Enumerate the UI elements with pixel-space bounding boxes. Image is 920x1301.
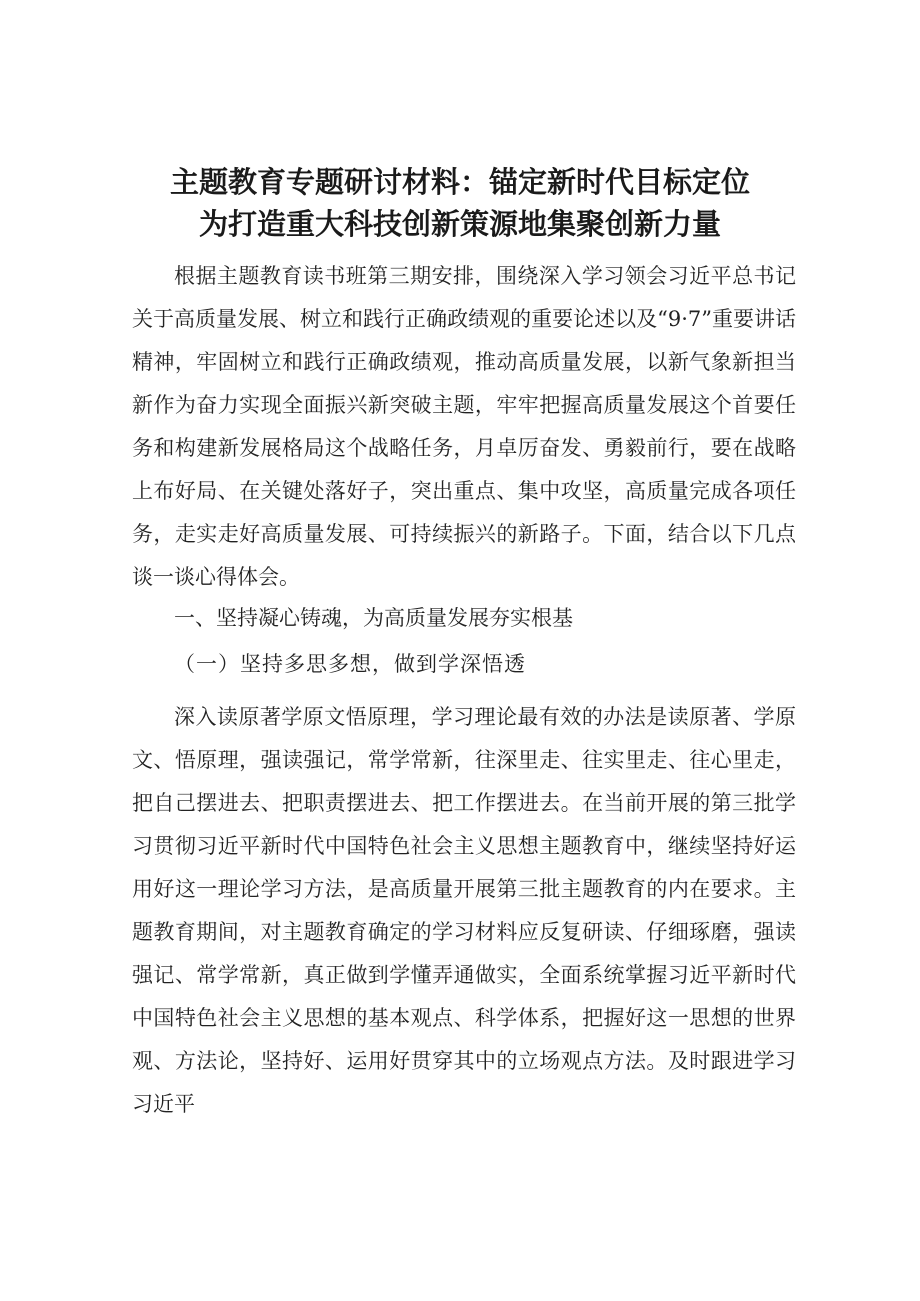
document-title-line-1: 主题教育专题研讨材料：锚定新时代目标定位: [169, 165, 750, 199]
document-title-line-2: 为打造重大科技创新策源地集聚创新力量: [198, 207, 721, 241]
intro-paragraph: 根据主题教育读书班第三期安排，围绕深入学习领会习近平总书记关于高质量发展、树立和践行正确政绩观的重要论述以及“9·7”重要讲话精神，牢固树立和践行正确政绩观，推动高质量发展，以新气象新担当新作为奋力实现全面振兴新突破主题，牢牢把握高质量发展这个首要任务和构建新发展格局这个战略任务，月卓厉奋发、勇毅前行，要在战略上布好局、在关键处落好子，突出重点、集中攻坚，高质量完成各项任务，走实走好高质量发展、可持续振兴的新路子。下面，结合以下几点谈一谈心得体会。: [132, 264, 796, 589]
subsection-heading: （一）坚持多思多想，做到学深悟透: [174, 652, 526, 676]
body-paragraph: 深入读原著学原文悟原理，学习理论最有效的办法是读原著、学原文、悟原理，强读强记，常学常新，往深里走、往实里走、往心里走，把自己摆进去、把职责摆进去、把工作摆进去。在当前开展的第三批学习贯彻习近平新时代中国特色社会主义思想主题教育中，继续坚持好运用好这一理论学习方法，是高质量开展第三批主题教育的内在要求。主题教育期间，对主题教育确定的学习材料应反复研读、仔细琢磨，强读强记、常学常新，真正做到学懂弄通做实，全面系统掌握习近平新时代中国特色社会主义思想的基本观点、科学体系，把握好这一思想的世界观、方法论，坚持好、运用好贯穿其中的立场观点方法。及时跟进学习习近平: [132, 705, 796, 1116]
section-heading: 一、坚持凝心铸魂，为高质量发展夯实根基: [174, 606, 573, 630]
